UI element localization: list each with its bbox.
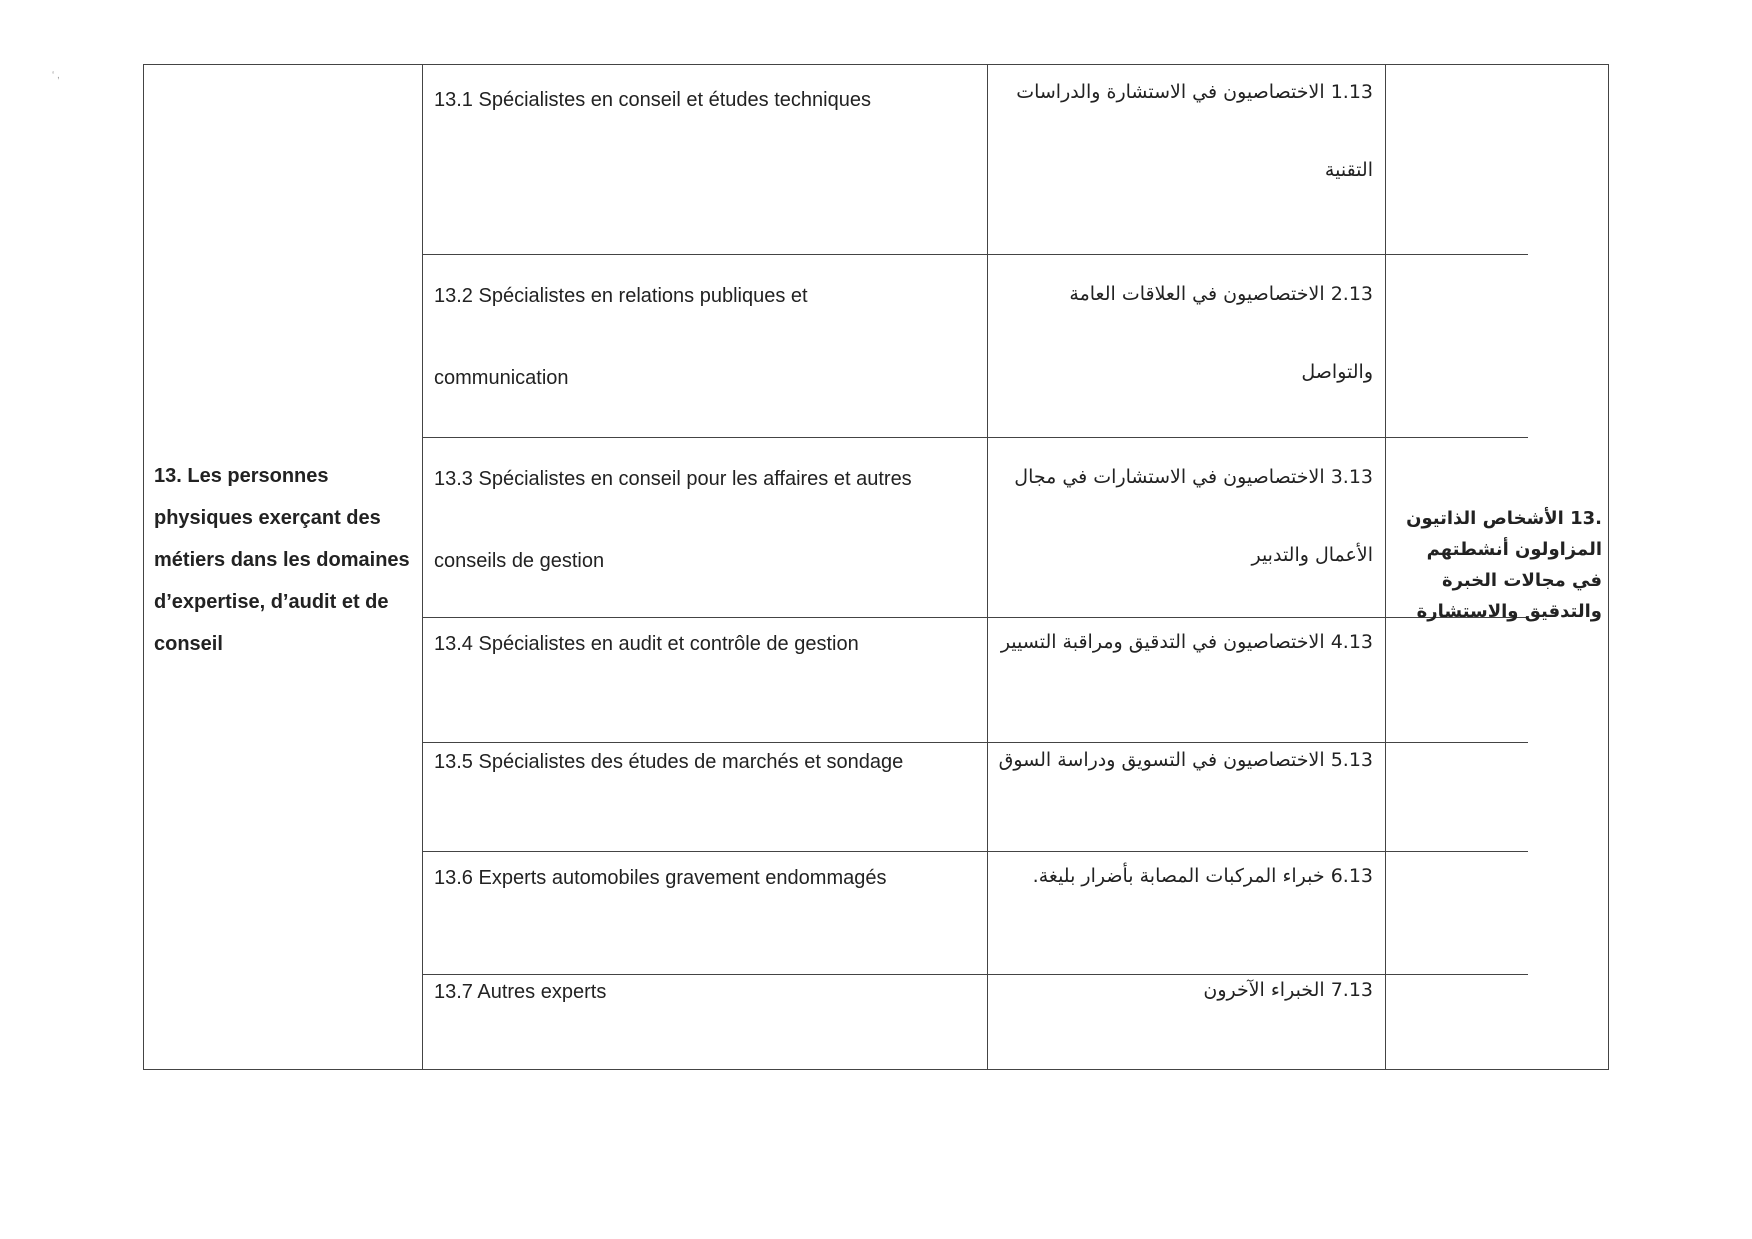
column-divider xyxy=(422,65,423,1069)
row-1-french: 13.1 Spécialistes en conseil et études techniques xyxy=(434,89,871,111)
row-divider xyxy=(422,742,1528,743)
row-5-french: 13.5 Spécialistes des études de marchés et sondage xyxy=(434,751,904,773)
row-4-french: 13.4 Spécialistes en audit et contrôle de gestion xyxy=(434,633,859,655)
row-1-arabic: 1.13 الاختصاصيون في الاستشارة والدراسات التقنية xyxy=(1016,81,1373,181)
row-4-arabic: 4.13 الاختصاصيون في التدقيق ومراقبة التسيير xyxy=(1000,631,1373,653)
category-arabic: .13 الأشخاص الذاتيون المزاولون أنشطتهم في مجالات الخبرة والتدقيق والاستشارة xyxy=(1406,508,1602,622)
row-2-french: 13.2 Spécialistes en relations publiques et communication xyxy=(434,285,808,389)
column-divider xyxy=(1385,65,1386,1069)
row-6-french: 13.6 Experts automobiles gravement endommagés xyxy=(434,867,887,889)
scan-mark: ‘ , xyxy=(52,70,60,81)
row-divider xyxy=(422,617,1528,618)
professions-table xyxy=(143,64,1609,1070)
row-3-arabic: 3.13 الاختصاصيون في الاستشارات في مجال الأعمال والتدبير xyxy=(1014,466,1373,566)
row-3-french: 13.3 Spécialistes en conseil pour les affaires et autres conseils de gestion xyxy=(434,468,912,572)
category-french: 13. Les personnes physiques exerçant des métiers dans les domaines d’expertise, d’audit et de conseil xyxy=(154,465,410,655)
column-divider xyxy=(987,65,988,1069)
row-7-arabic: 7.13 الخبراء الآخرون xyxy=(1203,979,1373,1001)
row-7-french: 13.7 Autres experts xyxy=(434,981,607,1003)
row-6-arabic: 6.13 خبراء المركبات المصابة بأضرار بليغة. xyxy=(1032,865,1373,887)
row-2-arabic: 2.13 الاختصاصيون في العلاقات العامة والتواصل xyxy=(1069,283,1373,383)
row-divider xyxy=(422,851,1528,852)
row-5-arabic: 5.13 الاختصاصيون في التسويق ودراسة السوق xyxy=(998,749,1373,771)
